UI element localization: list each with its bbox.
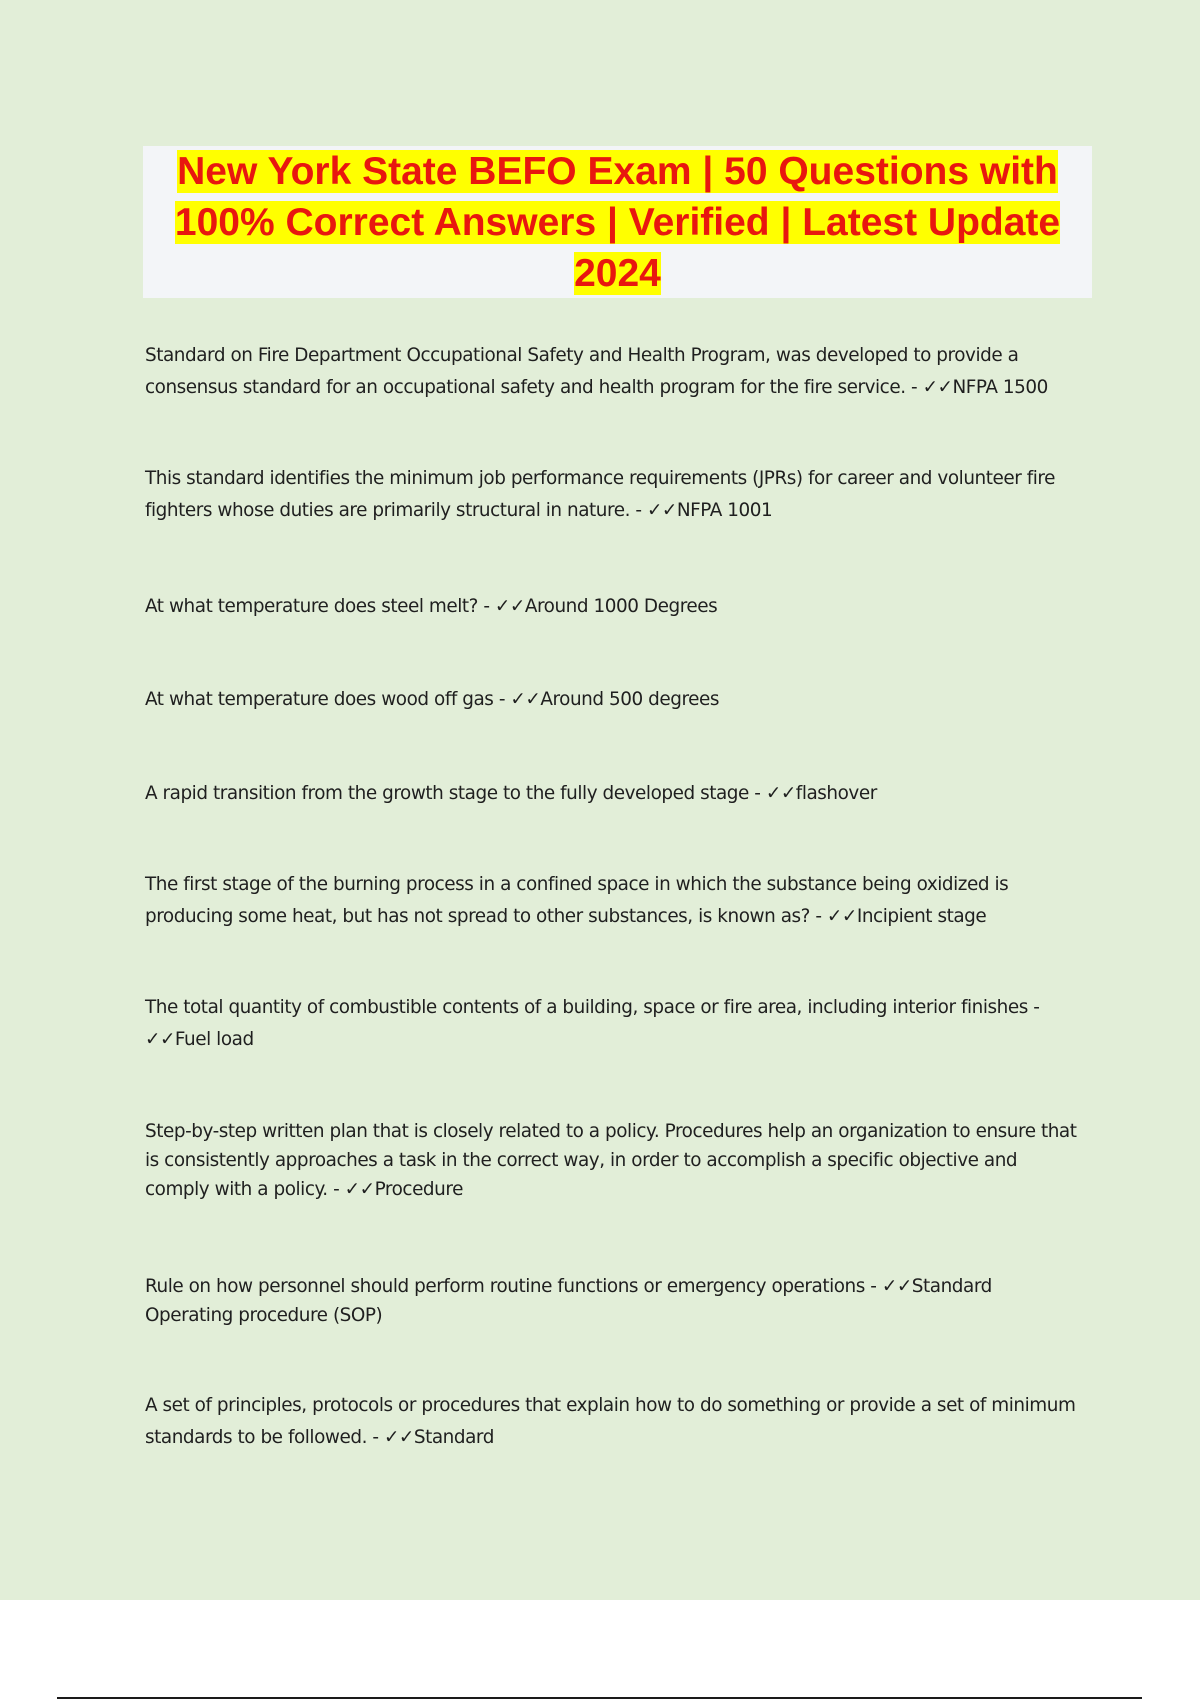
qa-item: The total quantity of combustible contents of a building, space or fire area, including interior finishes - ✓✓Fuel load bbox=[145, 997, 1040, 1050]
footer-rule bbox=[57, 1697, 1142, 1699]
qa-item: Step-by-step written plan that is closely related to a policy. Procedures help an organization to ensure that is consistently approaches a task in the correct way, in order to accomplish a specific objective and comply with a policy. - ✓✓Procedure bbox=[145, 1121, 1077, 1200]
qa-item: Standard on Fire Department Occupational Safety and Health Program, was developed to provide a consensus standard for an occupational safety and health program for the fire service. - ✓✓NFPA 1500 bbox=[145, 345, 1048, 398]
title-box bbox=[143, 146, 1092, 298]
qa-item: A rapid transition from the growth stage to the fully developed stage - ✓✓flashover bbox=[145, 783, 877, 804]
qa-item: At what temperature does wood off gas - ✓✓Around 500 degrees bbox=[145, 689, 720, 710]
qa-item: The first stage of the burning process in a confined space in which the substance being oxidized is producing some heat, but has not spread to other substances, is known as? - ✓✓Incipient stage bbox=[145, 874, 1009, 927]
qa-item: This standard identifies the minimum job performance requirements (JPRs) for career and volunteer fire fighters whose duties are primarily structural in nature. - ✓✓NFPA 1001 bbox=[145, 468, 1055, 521]
document-title: New York State BEFO Exam | 50 Questions with 100% Correct Answers | Verified | Latest Update 2024 bbox=[174, 150, 1061, 295]
qa-item: Rule on how personnel should perform routine functions or emergency operations - ✓✓Standard Operating procedure (SOP) bbox=[145, 1276, 992, 1326]
qa-item: At what temperature does steel melt? - ✓✓Around 1000 Degrees bbox=[145, 596, 718, 617]
qa-item: A set of principles, protocols or procedures that explain how to do something or provide a set of minimum standards to be followed. - ✓✓Standard bbox=[145, 1395, 1076, 1448]
